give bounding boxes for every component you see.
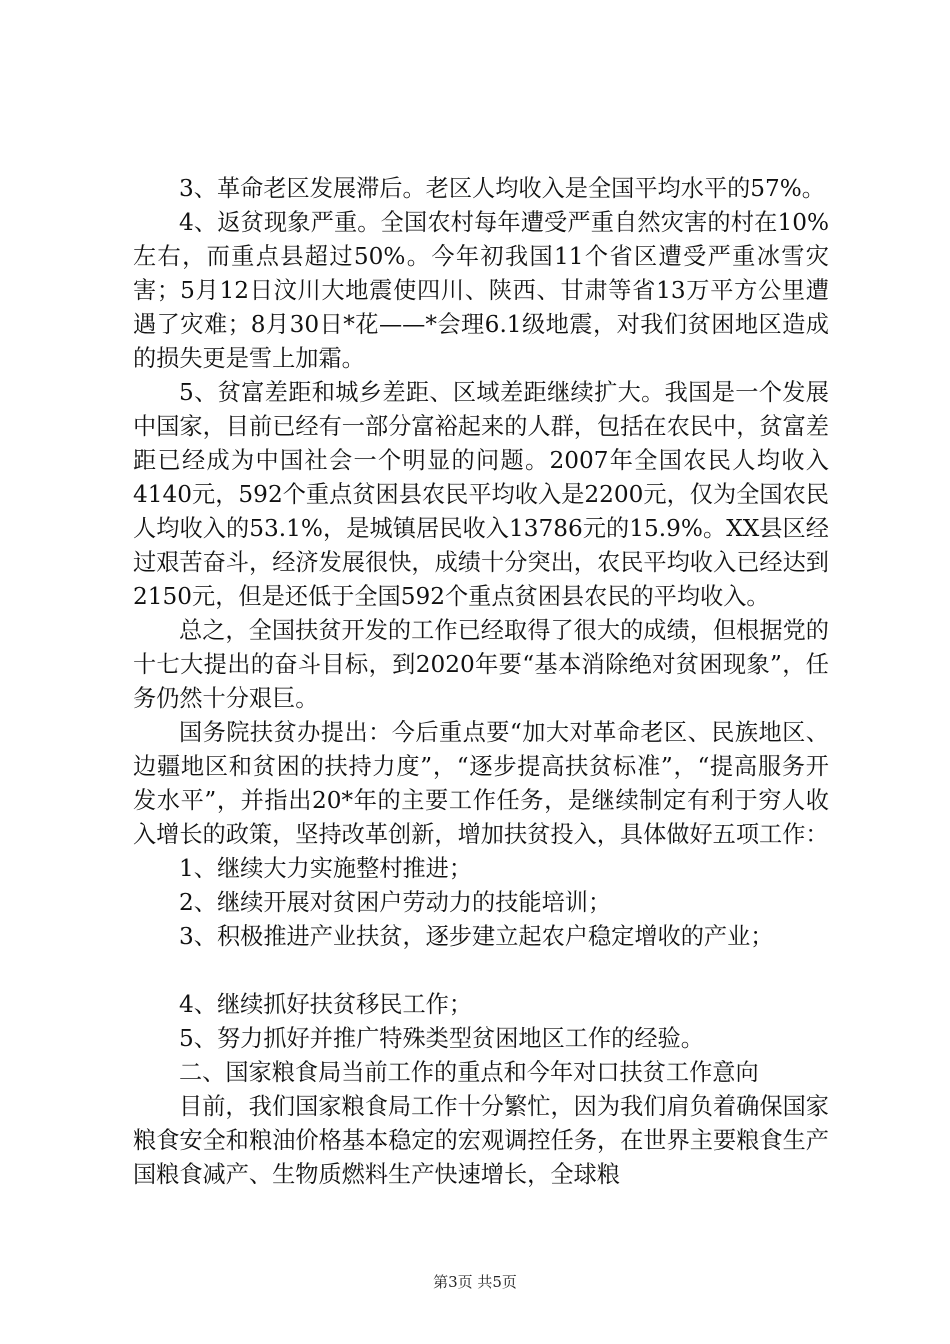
paragraph-old-revolutionary-areas: 3、革命老区发展滞后。老区人均收入是全国平均水平的57%。 (179, 175, 825, 202)
paragraph-grain-bureau: 目前，我们国家粮食局工作十分繁忙，因为我们肩负着确保国家粮食安全和粮油价格基本稳定的宏观调控任务，在世界主要粮食生产国粮食减产、生物质燃料生产快速增长，全球粮 (133, 1093, 829, 1188)
document-body (133, 172, 829, 1192)
paragraph-state-council-office: 国务院扶贫办提出：今后重点要“加大对革命老区、民族地区、边疆地区和贫困的扶持力度”，“逐步提高扶贫标准”，“提高服务开发水平”，并指出20*年的主要工作任务，是继续制定有利于穷人收入增长的政策，坚持改革创新，增加扶贫投入，具体做好五项工作： (133, 719, 829, 848)
page-footer: 第3页 共5页 (433, 1273, 517, 1291)
paragraph-return-to-poverty: 4、返贫现象严重。全国农村每年遭受严重自然灾害的村在10%左右，而重点县超过50%。今年初我国11个省区遭受严重冰雪灾害；5月12日汶川大地震使四川、陕西、甘肃等省13万平方公里遭遇了灾难；8月30日*花——*会理6.1级地震，对我们贫困地区造成的损失更是雪上加霜。 (133, 209, 829, 372)
list-item-4: 4、继续抓好扶贫移民工作； (179, 991, 473, 1018)
paragraph-wealth-gap: 5、贫富差距和城乡差距、区域差距继续扩大。我国是一个发展中国家，目前已经有一部分富裕起来的人群，包括在农民中，贫富差距已经成为中国社会一个明显的问题。2007年全国农民人均收入4140元，592个重点贫困县农民平均收入是2200元，仅为全国农民人均收入的53.1%，是城镇居民收入13786元的15.9%。XX县区经过艰苦奋斗，经济发展很快，成绩十分突出，农民平均收入已经达到2150元，但是还低于全国592个重点贫困县农民的平均收入。 (133, 379, 829, 610)
list-item-1: 1、继续大力实施整村推进； (179, 855, 473, 882)
list-item-5: 5、努力抓好并推广特殊类型贫困地区工作的经验。 (179, 1025, 704, 1052)
list-item-2: 2、继续开展对贫困户劳动力的技能培训； (179, 889, 612, 916)
list-item-3: 3、积极推进产业扶贫，逐步建立起农户稳定增收的产业； (179, 923, 774, 950)
section-heading-2: 二、国家粮食局当前工作的重点和今年对口扶贫工作意向 (179, 1059, 759, 1086)
blank-line (133, 954, 829, 988)
paragraph-summary: 总之，全国扶贫开发的工作已经取得了很大的成绩，但根据党的十七大提出的奋斗目标，到2020年要“基本消除绝对贫困现象”，任务仍然十分艰巨。 (133, 617, 829, 712)
